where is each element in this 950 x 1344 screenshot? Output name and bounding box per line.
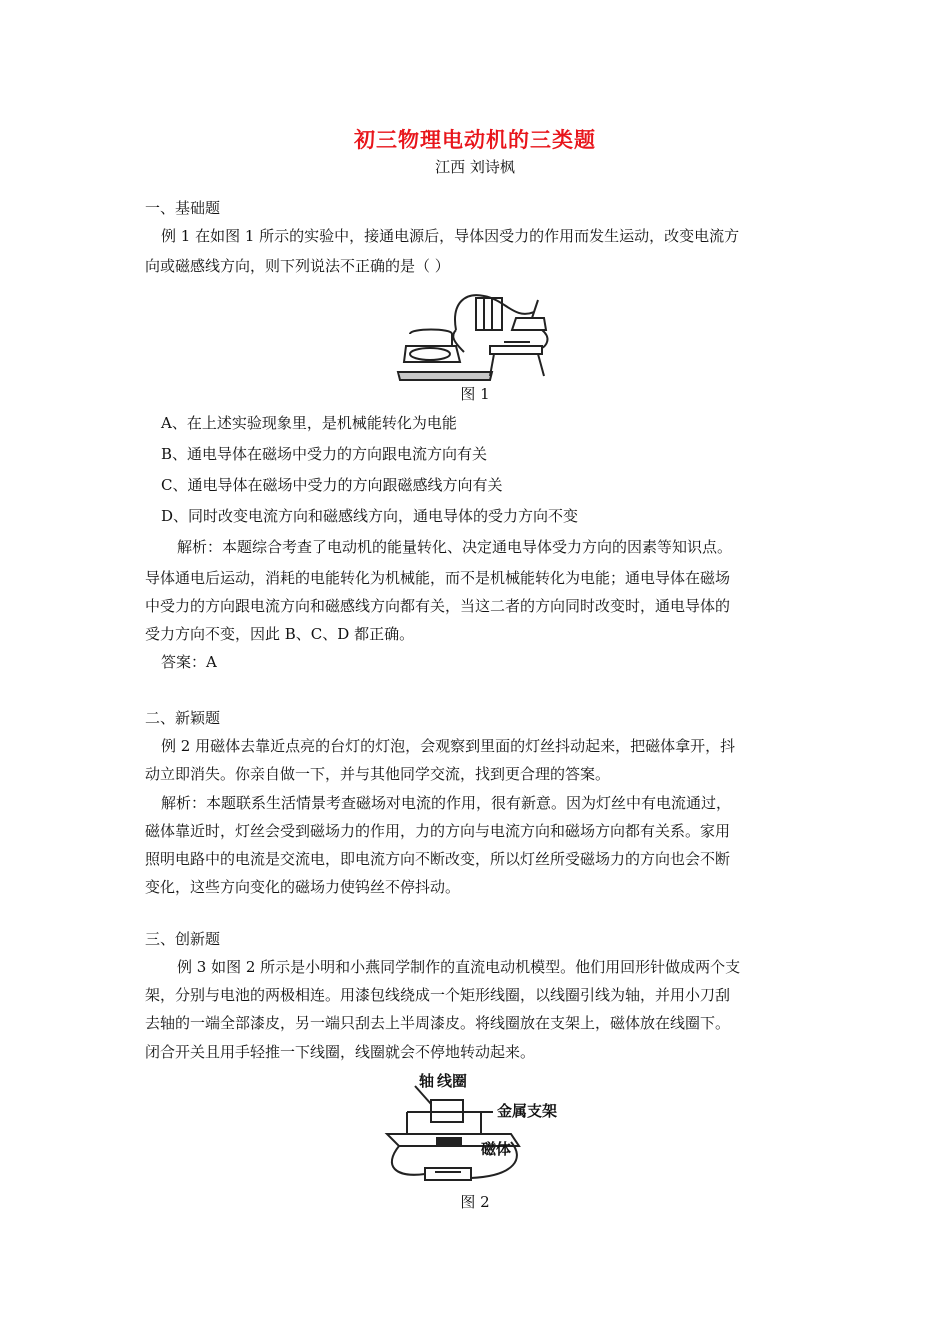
figure-1-caption: 图 1	[460, 385, 490, 403]
option-c: C、通电导体在磁场中受力的方向跟磁感线方向有关	[161, 476, 503, 494]
option-a: A、在上述实验现象里，是机械能转化为电能	[161, 414, 457, 432]
example-2-question-line-2: 动立即消失。你亲自做一下，并与其他同学交流，找到更合理的答案。	[145, 765, 611, 783]
figure-2-caption: 图 2	[460, 1193, 490, 1211]
section-1-heading: 一、基础题	[145, 199, 221, 217]
analysis-2-line-1: 解析：本题联系生活情景考查磁场对电流的作用，很有新意。因为灯丝中有电流通过，	[161, 794, 732, 812]
example-1-question-line-2: 向或磁感线方向，则下列说法不正确的是（ ）	[145, 257, 450, 275]
analysis-1-line-4: 受力方向不变，因此 B、C、D 都正确。	[145, 625, 415, 643]
figure-2-label-coil: 线圈	[437, 1072, 468, 1090]
analysis-2-line-3: 照明电路中的电流是交流电，即电流方向不断改变，所以灯丝所受磁场力的方向也会不断	[145, 850, 731, 868]
option-b: B、通电导体在磁场中受力的方向跟电流方向有关	[161, 445, 488, 463]
analysis-2-line-2: 磁体靠近时，灯丝会受到磁场力的作用，力的方向与电流方向和磁场方向都有关系。家用	[145, 822, 731, 840]
analysis-2-line-4: 变化，这些方向变化的磁场力使钨丝不停抖动。	[145, 878, 461, 896]
figure-2-motor-model	[385, 1068, 565, 1188]
section-2-heading: 二、新颖题	[145, 709, 221, 727]
example-2-question-line-1: 例 2 用磁体去靠近点亮的台灯的灯泡，会观察到里面的灯丝抖动起来，把磁体拿开，抖	[161, 737, 736, 755]
example-1-question-line-1: 例 1 在如图 1 所示的实验中，接通电源后，导体因受力的作用而发生运动，改变电流方	[161, 227, 740, 245]
figure-2-label-magnet: 磁体	[481, 1140, 512, 1158]
document-author: 江西 刘诗枫	[435, 158, 515, 176]
analysis-1-line-2: 导体通电后运动，消耗的电能转化为机械能，而不是机械能转化为电能；通电导体在磁场	[145, 569, 731, 587]
answer-1: 答案：A	[161, 653, 217, 671]
option-d: D、同时改变电流方向和磁感线方向，通电导体的受力方向不变	[161, 507, 579, 525]
section-3-heading: 三、创新题	[145, 930, 221, 948]
figure-2-label-bracket: 金属支架	[497, 1102, 558, 1120]
example-3-question-line-1: 例 3 如图 2 所示是小明和小燕同学制作的直流电动机模型。他们用回形针做成两个支	[177, 958, 741, 976]
example-3-question-line-3: 去轴的一端全部漆皮，另一端只刮去上半周漆皮。将线圈放在支架上，磁体放在线圈下。	[145, 1014, 731, 1032]
example-3-question-line-2: 架，分别与电池的两极相连。用漆包线绕成一个矩形线圈，以线圈引线为轴，并用小刀刮	[145, 986, 731, 1004]
figure-1-experiment-apparatus	[396, 290, 556, 382]
analysis-1-line-1: 解析：本题综合考查了电动机的能量转化、决定通电导体受力方向的因素等知识点。	[177, 538, 733, 556]
document-title: 初三物理电动机的三类题	[354, 127, 596, 152]
figure-2-label-axis: 轴	[419, 1072, 435, 1090]
analysis-1-line-3: 中受力的方向跟电流方向和磁感线方向都有关，当这二者的方向同时改变时，通电导体的	[145, 597, 731, 615]
example-3-question-line-4: 闭合开关且用手轻推一下线圈，线圈就会不停地转动起来。	[145, 1043, 536, 1061]
